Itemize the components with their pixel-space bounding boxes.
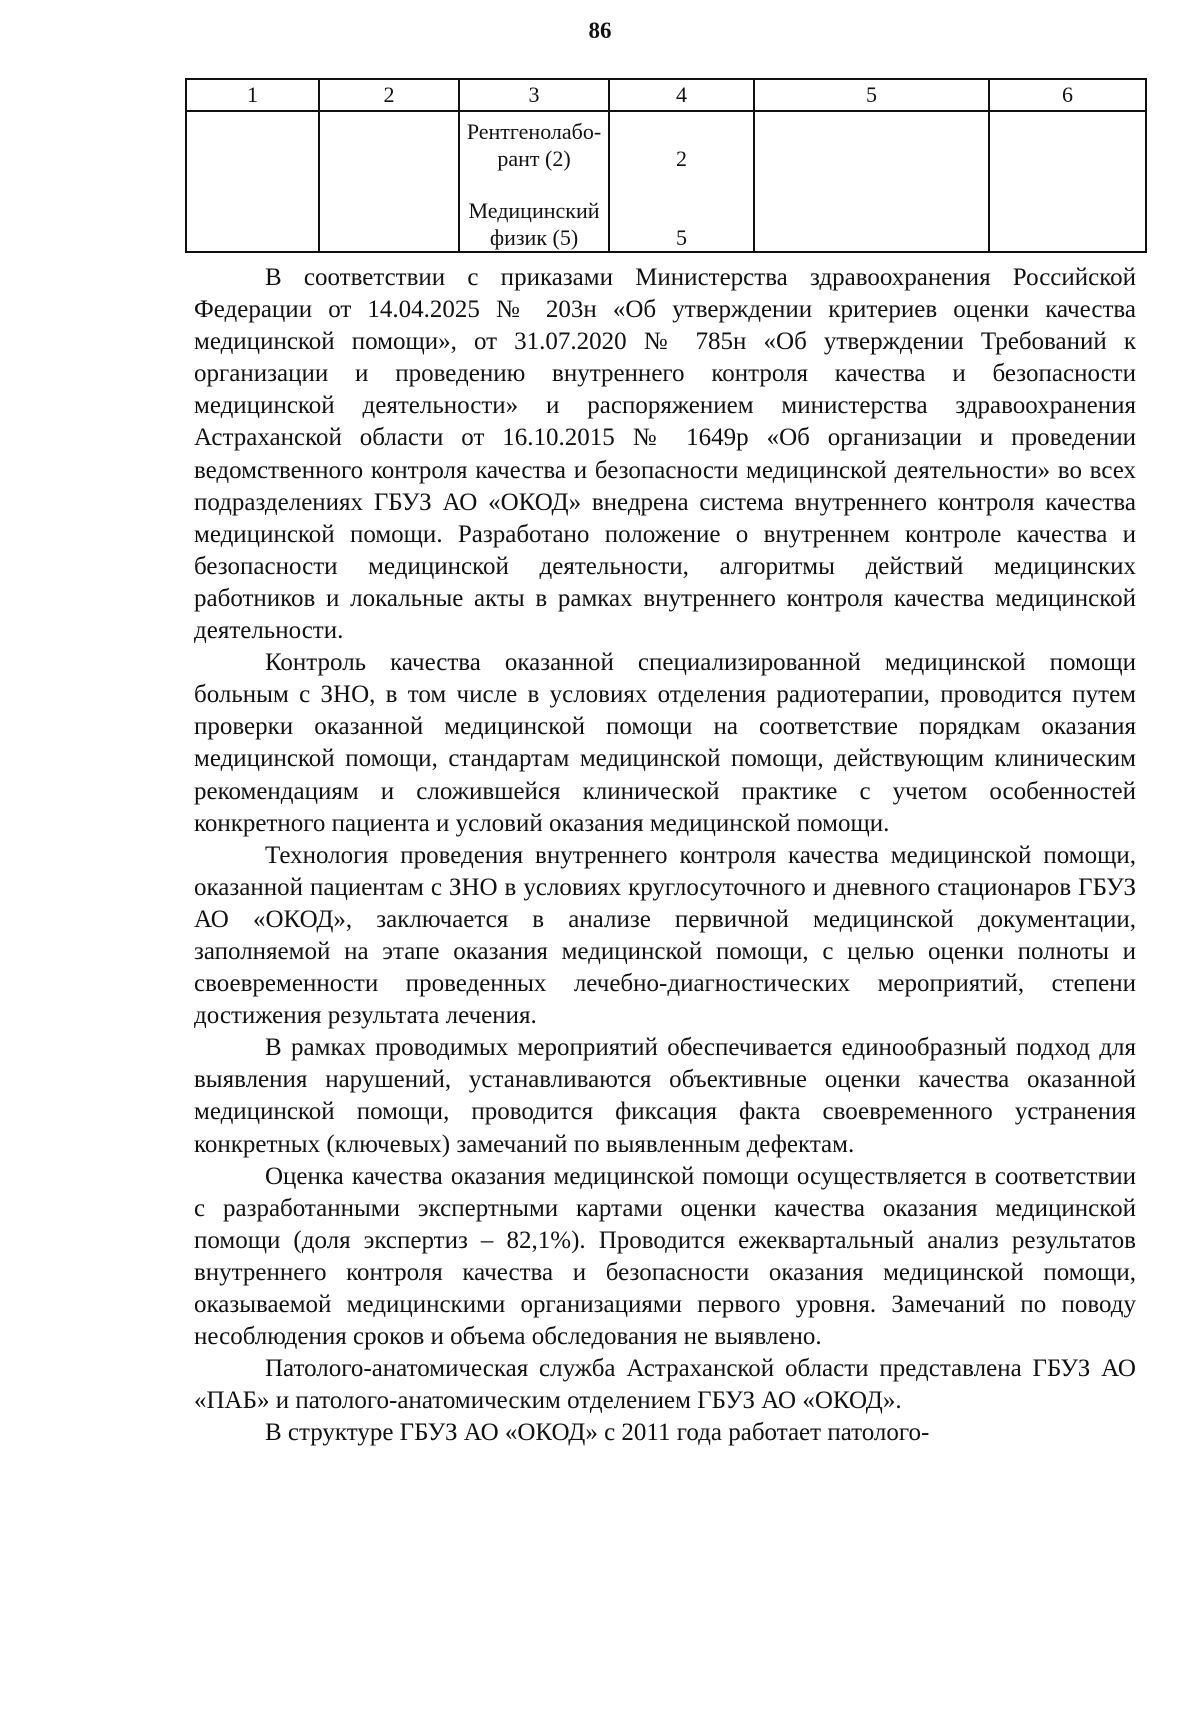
count-value: 2 [676, 146, 687, 171]
table-cell-col1 [186, 111, 319, 252]
column-header-1: 1 [186, 79, 319, 111]
paragraph: В структуре ГБУЗ АО «ОКОД» с 2011 года работает патолого- [265, 1419, 930, 1447]
paragraph: Оценка качества оказания медицинской помощи осуществляется в соответствии с разработанными экспертными картами оценки качества оказания медицинской помощи (доля экспертиз – 82,1%). Проводится ежеквартальный анализ результатов внутреннего контроля качества и безопасности оказания медицинской помощи, оказываемой медицинскими организациями первого уровня. Замечаний по поводу несоблюдения сроков и объема обследования не выявлено. [194, 1162, 1136, 1351]
column-header-3: 3 [459, 79, 609, 111]
column-header-2: 2 [319, 79, 459, 111]
paragraph: Патолого-анатомическая служба Астраханской области представлена ГБУЗ АО «ПАБ» и патолого-анатомическим отделением ГБУЗ АО «ОКОД». [194, 1355, 1136, 1415]
paragraph: В рамках проводимых мероприятий обеспечивается единообразный подход для выявления нарушений, устанавливаются объективные оценки качества оказанной медицинской помощи, проводится фиксация факта своевременного устранения конкретных (ключевых) замечаний по выявленным дефектам. [194, 1034, 1136, 1158]
paragraph: Контроль качества оказанной специализированной медицинской помощи больным с ЗНО, в том числе в условиях отделения радиотерапии, проводится путем проверки оказанной медицинской помощи на соответствие порядкам оказания медицинской помощи, стандартам медицинской помощи, действующим клиническим рекомендациям и сложившейся клинической практике с учетом особенностей конкретного пациента и условий оказания медицинской помощи. [194, 649, 1136, 837]
column-header-5: 5 [754, 79, 989, 111]
position-line: Медицинский [468, 198, 600, 223]
position-line: физик (5) [489, 225, 579, 250]
position-line: рант (2) [497, 146, 571, 171]
position-line: Рентгенолабо- [466, 119, 602, 144]
table-cell-count [609, 111, 754, 252]
table-row [186, 111, 1146, 252]
column-header-4: 4 [609, 79, 754, 111]
table-cell-col5 [754, 111, 989, 252]
count-value: 5 [676, 225, 687, 250]
column-header-6: 6 [989, 79, 1146, 111]
paragraph: В соответствии с приказами Министерства здравоохранения Российской Федерации от 14.04.2025 № 203н «Об утверждении критериев оценки качества медицинской помощи», от 31.07.2020 № 785н «Об утверждении Требований к организации и проведению внутреннего контроля качества и безопасности медицинской деятельности» и распоряжением министерства здравоохранения Астраханской области от 16.10.2015 № 1649р «Об организации и проведении ведомственного контроля качества и безопасности медицинской деятельности» во всех подразделениях ГБУЗ АО «ОКОД» внедрена система внутреннего контроля качества медицинской помощи. Разработано положение о внутреннем контроле качества и безопасности медицинской деятельности, алгоритмы действий медицинских работников и локальные акты в рамках внутреннего контроля качества медицинской деятельности. [194, 264, 1136, 645]
table-cell-col2 [319, 111, 459, 252]
paragraph: Технология проведения внутреннего контроля качества медицинской помощи, оказанной пациентам с ЗНО в условиях круглосуточного и дневного стационаров ГБУЗ АО «ОКОД», заключается в анализе первичной медицинской документации, заполняемой на этапе оказания медицинской помощи, с целью оценки полноты и своевременности проведенных лечебно-диагностических мероприятий, степени достижения результата лечения. [194, 841, 1136, 1030]
body-text [194, 262, 1136, 1449]
page-number: 86 [588, 18, 612, 43]
continued-table [185, 78, 1147, 253]
table-cell-position [459, 111, 609, 252]
table-cell-col6 [989, 111, 1146, 252]
table-header-row [186, 79, 1146, 111]
